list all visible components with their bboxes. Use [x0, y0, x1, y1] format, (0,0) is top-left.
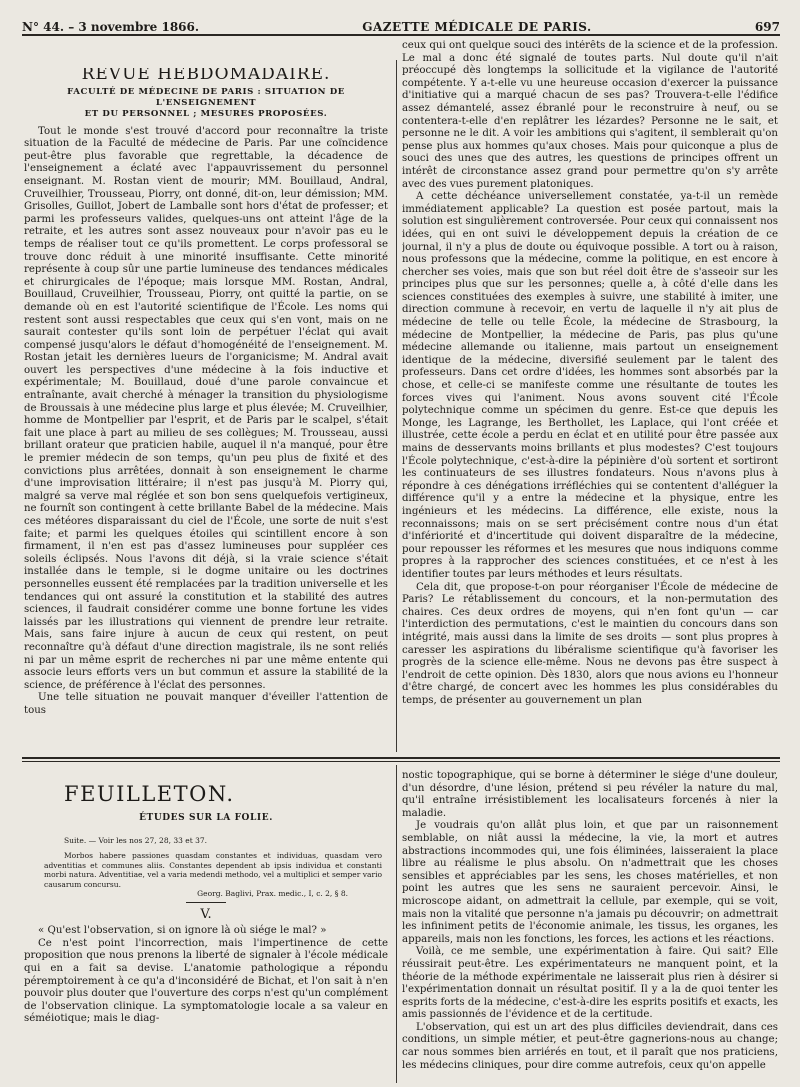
epigraph-source: Georg. Baglivi, Prax. medic., I, c. 2, § 8. — [197, 889, 348, 899]
page-header — [22, 12, 780, 36]
column-divider-top — [396, 60, 397, 752]
paragraph: Ce n'est point l'incorrection, mais l'impertinence de cette proposition que nous prenons la liberté de signaler à l'école médicale qui en a fait sa devise. L'anatomie pathologique a répondu péremptoirement à ce qu'a d'inconsidéré de Bichat, et l'on sait à n'en pouvoir plus douter que l'ouverture des corps n'est qu'un complément de l'observation clinique. La symptomatologie locale a sa valeur en séméiotique; mais le diag- — [24, 937, 388, 1025]
paragraph: « Qu'est l'observation, si on ignore là où siége le mal? » — [38, 925, 327, 937]
revue-subtitle-2: ET DU PERSONNEL ; MESURES PROPOSÉES. — [84, 108, 328, 119]
feuilleton-left-column — [24, 770, 388, 1083]
revue-left-column — [24, 68, 388, 754]
section-number: V. — [200, 906, 212, 922]
paragraph: Une telle situation ne pouvait manquer d'éveiller l'attention de tous — [24, 692, 388, 716]
paragraph: Cela dit, que propose-t-on pour réorganiser l'École de médecine de Paris? Le rétablissement du concours, et la non-permutation des chaires. Ces deux ordres de moyens, qui n'en font qu'un — car l'interdiction des permutations, c'est le maintien du concours dans son intégrité, mais aussi dans la limite de ses droits — sont plus propres à caresser les aspirations du libéralisme scientifique qu'à favoriser les progrès de la science elle-même. Nous ne devons pas être suspect à l'endroit de cette opinion. Dès 1830, alors que nous avions eu l'honneur d'être chargé, de concert avec les hommes les plus considérables du temps, de présenter au gouvernement un plan — [402, 581, 778, 706]
short-rule — [186, 902, 226, 903]
column-divider-bottom — [396, 765, 397, 1083]
paragraph: A cette déchéance universellement constatée, ya-t-il un remède immédiatement applicable? La question est posée partout, mais la solution est singulièrement controversée. Pour ceux qui connaissent nos idées, qui en ont suivi le développement depuis la création de ce journal, il n'y a plus de doute ou équivoque possible. A tort ou à raison, nous professons que la médecine, comme la politique, en est encore à chercher ses voies, mais que son but réel doit être de s'asseoir sur les principes plus que sur les personnes; quelle a, à côté d'elle dans les sciences constituées des exemples à suivre, une stabilité à imiter, une direction commune à recevoir, en vertu de laquelle il n'y ait plus de médecine de telle ou telle École, la médecine de Strasbourg, la médecine de Montpellier, la médecine de Paris, pas plus qu'une médecine allemande ou italienne, mais partout un enseignement identique de la médecine, diversifié seulement par le talent des professeurs. Dans cet ordre d'idées, les hommes sont absorbés par la chose, et celle-ci se manifeste comme une résultante de toutes les forces vives qui l'animent. Nous avons souvent cité l'École polytechnique comme un spécimen du genre. Est-ce que depuis les Monge, les Lagrange, les Berthollet, les Laplace, qui l'ont créée et illustrée, cette école a perdu en éclat et en utilité pour être passée aux mains de desservants moins brillants et plus modestes? C'est toujours l'École polytechnique, c'est-à-dire la pépinière d'où sortent et sortiront les continuateurs de ses illustres fondateurs. Nous n'avons plus à répondre à ces dénégations irréfléchies qui se contentent d'alléguer la différence qu'il y a entre la médecine et la physique, entre les ingénieurs et les médecins. La différence, elle existe, nous la reconnaissons; mais on se sert précisément contre nous d'un état d'infériorité et d'incertitude qui doivent disparaître de la médecine, pour repousser les réformes et les mesures que nous indiquons comme propres à la rapprocher des sciences constituées, et ce n'est à les identifier toutes par leurs méthodes et leurs résultats. — [402, 191, 778, 580]
feuilleton-right-column — [402, 770, 778, 1083]
publication-title: GAZETTE MÉDICALE DE PARIS. — [362, 20, 592, 34]
revue-title: REVUE HEBDOMADAIRE. — [81, 68, 331, 84]
issue-date: N° 44. – 3 novembre 1866. — [22, 20, 200, 34]
feuilleton-title: FEUILLETON. — [64, 782, 235, 806]
paragraph: Tout le monde s'est trouvé d'accord pour reconnaître la triste situation de la Faculté de médecine de Paris. Par une coïncidence peut-être plus favorable que regrettable, la décadence de l'enseignement a éclaté avec l'appauvrissement du personnel enseignant. M. Rostan vient de mourir; MM. Bouillaud, Andral, Cruveilhier, Trousseau, Piorry, ont donné, dit-on, leur démission; MM. Grisolles, Guillot, Jobert de Lamballe sont hors d'état de professer; et parmi les professeurs valides, quelques-uns ont atteint l'âge de la retraite, et les autres sont assez nouveaux pour n'avoir pas eu le temps de réaliser tout ce qu'ils promettent. Le corps professoral se trouve donc réduit à une minorité insuffisante. Cette minorité représente à coup sûr une partie lumineuse des tendances médicales et chirurgicales de l'époque; mais lorsque MM. Rostan, Andral, Bouillaud, Cruveilhier, Trousseau, Piorry, ont quitté la partie, on se demande où en est l'autorité scientifique de l'École. Les noms qui restent sont aussi respectables que ceux qui s'en vont, mais on ne saurait contester qu'ils sont loin de perpétuer l'éclat qui avait compensé jusqu'alors le défaut d'homogénéité de l'enseignement. M. Rostan jetait les dernières lueurs de l'organicisme; M. Andral avait ouvert les perspectives d'une médecine à la fois inductive et expérimentale; M. Bouillaud, doué d'une parole convaincue et entraînante, avait cherché à ménager la transition du physiologisme de Broussais à une médecine plus large et plus élevée; M. Cruveilhier, homme de Montpellier par l'esprit, et de Paris par le scalpel, s'était fait une place à part au milieu de ses collègues; M. Trousseau, aussi brillant orateur que praticien habile, auquel il n'a manqué, pour être le premier médecin de son temps, qu'un peu plus de fixité et des convictions plus arrêtées, donnait à son enseignement le charme d'une improvisation littéraire; il n'est pas jusqu'à M. Piorry qui, malgré sa verve mal réglée et son bon sens quelquefois vertigineux, ne fournît son contingent à cette brillante Babel de la médecine. Mais ces météores disparaissant du ciel de l'École, une sorte de nuit s'est faite; et parmi les quelques étoiles qui scintillent encore à son firmament, il n'en est pas d'assez lumineuses pour suppléer ces soleils éclipsés. Nous l'avons dit déjà, si la vraie science s'était installée dans le temple, si le dogme unitaire ou les doctrines personnelles eussent été remplacées par la tradition universelle et les tendances qui ont assuré la constitution et la stabilité des autres sciences, il faudrait considérer comme une bonne fortune les vides laissés par les illustrations qui viennent de prendre leur retraite. Mais, sans faire injure à aucun de ceux qui restent, on peut reconnaître qu'à défaut d'une direction magistrale, ils ne sont reliés ni par un même esprit de recherches ni par une même entente qui associe leurs efforts vers un but commun et assure la stabilité de la science, de préférence à l'éclat des personnes. — [24, 125, 388, 691]
section-divider — [22, 757, 780, 759]
section-divider-thin — [22, 761, 780, 762]
paragraph: ceux qui ont quelque souci des intérêts de la science et de la profession. Le mal a donc été signalé de toutes parts. Nul doute qu'il n'ait préoccupé dès longtemps la sollicitude et la vigilance de l'autorité compétente. Y a-t-elle vu une heureuse occasion d'exercer la puissance d'initiative qui a marqué chacun de ses pas? Trouvera-t-elle l'édifice assez démantelé, assez ébranlé pour le reconstruire à neuf, ou se contentera-t-elle d'en replâtrer les lézardes? Personne ne le sait, et personne ne le dit. A voir les ambitions qui s'agitent, il semblerait qu'on pense plus aux hommes qu'aux choses. Mais pour quiconque a plus de souci des unes que des autres, les questions de principes offrent un intérêt de circonstance assez grand pour permettre qu'on s'y arrête avec des vues purement platoniques. — [402, 40, 778, 190]
epigraph: Morbos habere passiones quasdam constantes et individuas, quasdam vero adventitias et communes aliis. Constantes dependent ab ipsis individua et constanti morbi natura. Adventitiae, vel a varia medendi methodo, vel a multiplici et semper vario causarum concursu. — [44, 851, 382, 889]
feuilleton-subtitle: ÉTUDES SUR LA FOLIE. — [139, 812, 273, 823]
paragraph: Je voudrais qu'on allât plus loin, et que par un raisonnement semblable, on niât aussi la médecine, la vie, la mort et autres abstractions incommodes qui, une fois éliminées, laisseraient la place libre au réalisme le plus absolu. On n'admettrait que les choses sensibles et appréciables par les sens, les choses matérielles, et non point les autres que les sens ne sauraient percevoir. Ainsi, le microscope aidant, on admettrait la cellule, par exemple, qui se voit, mais non la vitalité que personne n'a jamais pu découvrir; on admettrait les infiniment petits de l'économie animale, les tissus, les organes, les appareils, mais non les fonctions, les forces, les actions et les réactions. — [402, 820, 778, 945]
page-number: 697 — [754, 20, 780, 34]
paragraph: L'observation, qui est un art des plus difficiles deviendrait, dans ces conditions, un simple métier, et peut-être gagnerions-nous au change; car nous sommes bien arriérés en tout, et il paraît que nos praticiens, les médecins cliniques, pour dire comme autrefois, ceux qu'on appelle — [402, 1021, 778, 1071]
suite-note: Suite. — Voir les nos 27, 28, 33 et 37. — [64, 835, 208, 845]
revue-subtitle-1: FACULTÉ DE MÉDECINE DE PARIS : SITUATION DE L'ENSEIGNEMENT — [67, 86, 345, 108]
paragraph: Voilà, ce me semble, une expérimentation à faire. Qui sait? Elle réussirait peut-être. Les expérimentateurs ne manquent point, et la théorie de la méthode expérimentale ne laisserait plus rien à désirer si l'expérimentation donnait un résultat positif. Il y a la de quoi tenter les esprits forts de la médecine, c'est-à-dire les esprits positifs et exacts, les amis passionnés de l'évidence et de la certitude. — [402, 946, 778, 1021]
revue-right-column — [402, 40, 778, 754]
paragraph: nostic topographique, qui se borne à déterminer le siége d'une douleur, d'un désordre, d'une lésion, prétend si peu révéler la nature du mal, qu'il entraîne irrésistiblement les localisateurs forcenés à nier la maladie. — [402, 770, 778, 819]
